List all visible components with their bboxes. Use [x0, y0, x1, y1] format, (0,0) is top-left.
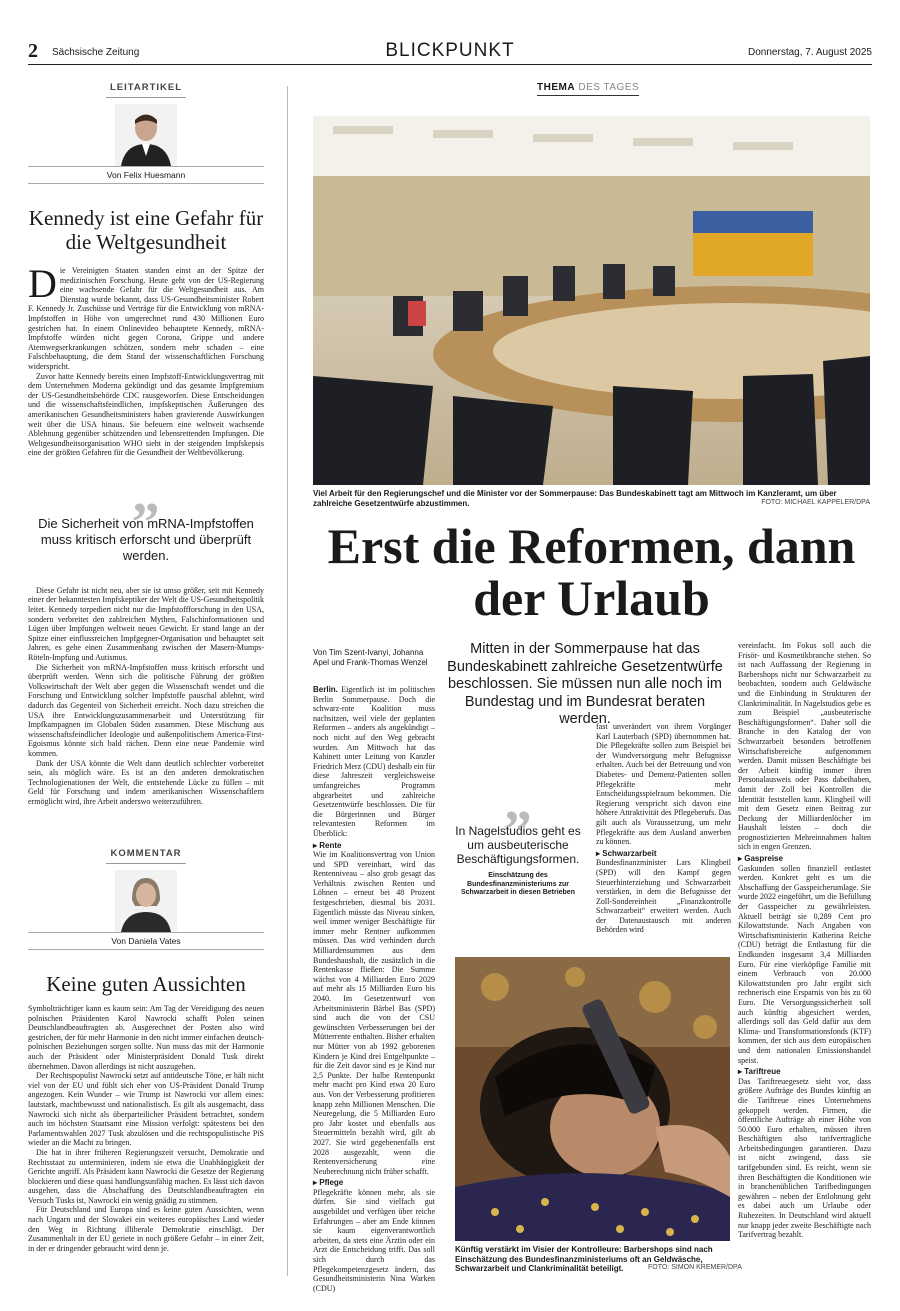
paragraph: Pflegekräfte können mehr, als sie dürfen. Sie sind vielfach gut ausgebildet und verfügen über reiche Erfahrungen – aber am Ende können sie kaum eigenverantwortlich arbeiten, da stets eine Ärztin oder ein Arzt die Entscheidung trifft. Das soll sich durch das Pflegekompetenzgesetz ändern, das Gesundheitsministerin Nina Warken (CDU): [313, 1187, 435, 1293]
paragraph: Der Rechtspopulist Nawrocki setzt auf antideutsche Töne, er hält nicht viel von der EU und fühlt sich eher von US-Präsident Donald Trump angezogen. Kein Wunder – wie Trump ist Nawrocki vor allem eines: lautstark, machtbewusst und nationalistisch. Es gilt als ausgemacht, dass Nawrocki sich nicht als überparteilicher Präsident betrachtet, sondern auch im höchsten Staatsamt eine Mission verfolgt: spätestens bei den Parlamentswahlen 2027 Tusk abzulösen und die rechtspopulistische PiS wieder an die Macht zu bringen.: [28, 1071, 264, 1148]
kommentar-author: Von Daniela Vates: [28, 932, 264, 950]
photo2-credit: FOTO: SIMON KREMER/DPA: [648, 1264, 742, 1271]
thema-kicker-b: DES TAGES: [575, 82, 640, 93]
quote-mark-icon: „: [132, 462, 160, 525]
paragraph: vereinfacht. Im Fokus soll auch die Frisör- und Kosmetikbranche stehen. So ist nach Auffassung der Regierung in Barbershops nicht nur Schwarzarbeit zu beobachten, sondern auch Geldwäsche und die Einbindung in Strukturen der Clankriminalität. In Nagelstudios gebe es zum Beispiel „ausbeuterische Beschäftigungsformen“. Daher soll die Branche in den Katalog der von Schwarzarbeit besonders betroffenen Wirtschaftsbereiche aufgenommen werden. Damit müssen Beschäftigte bei der Arbeit künftig immer ihren Personalausweis oder Pass dabeihaben, damit der Zoll bei Kontrollen die Identität feststellen kann. Klingbeil will mit dem Gesetz einen Beitrag zur Deckung der Milliardenlöcher im Haushalt leisten – doch die prognostizierten Mehreinnahmen halten sich in engen Grenzen.: [738, 641, 871, 852]
photo1-caption: Viel Arbeit für den Regierungschef und die Minister vor der Sommerpause: Das Bundeskabinett tagt am Mittwoch im Kanzleramt, um über zahlreiche Gesetzentwürfe abzustimmen.: [313, 489, 837, 508]
paragraph-text: Eigentlich ist im politischen Berlin Sommerpause. Doch die schwarz-rote Koalition muss nachsitzen, weil viele der geplanten Reformen – anders als angekündigt – noch nicht auf den Weg gebracht wurden. Am Mittwoch hat das Kabinett unter Leitung von Kanzler Friedrich Merz (CDU) deshalb ein für diese Jahreszeit vergleichsweise umfangreiches Programm abgearbeitet und zahlreiche Gesetzentwürfe beschlossen. Die für die Bürgerinnen und Bürger relevantesten Reformen im Überblick:: [313, 685, 435, 838]
thema-kicker: [537, 82, 639, 96]
thema-kicker-a: THEMA: [537, 82, 576, 93]
author-portrait-huesmann: [115, 104, 177, 166]
photo1-credit: FOTO: MICHAEL KAPPELER/DPA: [761, 499, 870, 506]
paragraph: Die hat in ihrer früheren Regierungszeit versucht, Demokratie und Rechtsstaat zu unterminieren, indem sie etwa die Unabhängigkeit der Gerichte angriff. Als Präsident kann Nawrocki die Gesetze der Regierung blockieren und diese quasi handlungsunfähig machen. Es lässt sich davon ausgehen, dass die Abschaffung des Deutschlandbeauftragten ein Versuch Tusks ist, Nawrocki ein wenig gnädig zu stimmen.: [28, 1147, 264, 1205]
subhead-rente: ▸ Rente: [313, 841, 435, 851]
cabinet-meeting-photo: [313, 116, 870, 485]
leitartikel-quote: Die Sicherheit von mRNA-Impfstoffen muss kritisch erforscht und überprüft werden.: [38, 515, 254, 563]
barbershop-photo: [455, 957, 730, 1241]
article-byline: Von Tim Szent-Ivanyi, Johanna Apel und Frank-Thomas Wenzel: [313, 648, 428, 667]
article-column-2: [596, 722, 731, 935]
kommentar: [28, 848, 264, 1253]
header-rule: [28, 64, 872, 65]
photo2-caption: Künftig verstärkt im Visier der Kontrolleure: Barbershops sind nach Einschätzung des Bundesfinanzministeriums oft an Geldwäsche, Schwarzarbeit und Clankriminalität beteiligt.: [455, 1245, 713, 1273]
article-column-1: [313, 685, 435, 1293]
paragraph: Für Deutschland und Europa sind es keine guten Aussichten, wenn nach Ungarn und der Slowakei ein weiteres europäisches Land wieder den Weg in Richtung illiberale Demokratie einschlägt. Der Zusammenhalt in der EU geriete in noch größere Gefahr – in einer Zeit, in der er dringender gebraucht wird denn je.: [28, 1205, 264, 1253]
section-title: BLICKPUNKT: [385, 40, 515, 61]
paragraph: Wie im Koalitionsvertrag von Union und SPD vereinbart, wird das Rentenniveau – also grob gesagt das Verhältnis zwischen Renten und Löhnen – erneut bei 48 Prozent festgeschrieben, diesmal bis 2031. Eigentlich müsste das Niveau sinken, weil immer weniger Beschäftigte für immer mehr Rentner aufkommen müssen. Das wird verhindert durch Milliardensummen aus dem Bundeshaushalt, die zusätzlich in die Rentenkasse fließen: Die Summe wächst von 4 Milliarden Euro 2029 auf mehr als 15 Milliarden Euro bis 2040. Im Gesetzentwurf von Arbeitsministerin Bärbel Bas (SPD) sind auch die von der CSU gewünschten Verbesserungen bei der Mütterrente enthalten. Bisher erhalten nur Mütter von ab 1992 geborenen Kindern je Kind drei Entgeltpunkte – für die Zeit davor sind es je Kind nur 2,5 Punkte. Der halbe Rentenpunkt mehr macht pro Kind etwa 20 Euro aus. Von der Verbesserung profitieren knapp zehn Millionen Menschen. Die Neuregelung, die 5 Milliarden Euro pro Jahr kostet und ebenfalls aus Steuermitteln bezahlt wird, gilt ab 2027. Sie wird gegebenenfalls erst 2028 ausgezahlt, wenn die Rentenversicherung eine Neuberechnung nicht früher schafft.: [313, 850, 435, 1176]
paragraph: fast unverändert von ihrem Vorgänger Karl Lauterbach (SPD) übernommen hat. Die Pflegekräfte sollen zum Beispiel bei der Wundversorgung mehr Befugnisse erhalten. Auch bei der Betreuung und von Diabetes- und Demenz-Patienten sollen Pflegekräfte mehr Entscheidungsspielraum bekommen. Die Regierung verspricht sich davon eine höhere Attraktivität des Pflegeberufs. Das gilt auch als Voraussetzung, um mehr Pflegekräfte aus dem Ausland anwerben zu können.: [596, 722, 731, 847]
kommentar-title: Keine guten Aussichten: [46, 972, 246, 996]
subhead-schwarzarbeit: ▸ Schwarzarbeit: [596, 849, 731, 859]
leitartikel: [28, 82, 264, 807]
author-portrait-vates: [115, 870, 177, 932]
paragraph: Diese Gefahr ist nicht neu, aber sie ist umso größer, seit mit Kennedy einer der bekanntesten Impfskeptiker der Welt die US-Gesundheitspolitik leitet. Kennedy torpediert nicht nur die Impfstoffforschung in den USA, sondern verbreitet den zahlreichen Mythen, Falschinformationen und Lügen über Impfungen weltweit neues Gewicht. Er stand lange an der Spitze einer einflussreichen Impfgegner-Organisation und behauptet seit Jahren, es gebe einen Zusammenhang zwischen der Masern-Mumps-Röteln-Impfung und Autismus.: [28, 585, 264, 663]
paragraph: ie Vereinigten Staaten standen einst an der Spitze der medizinischen Forschung. Heute geht von der US-Regierung eine wachsende Gefahr für die Weltgesundheit aus. Am Dienstag wurde bekannt, dass US-Gesundheitsminister Robert F. Kennedy Jr. Zuschüsse und Verträge für die Entwicklung von mRNA-Impfstoffen in Höhe von umgerechnet rund 430 Millionen Euro gestrichen hat. In einem Onlinevideo behauptete Kennedy, mRNA-Impfstoffe würden nicht gegen Corona, Grippe und andere Atemwegserkrankungen schützen, sondern mehr schaden – eine Falschbehauptung, die dem Stand der wissenschaftlichen Forschung widerspricht.: [28, 266, 264, 371]
column-divider: [287, 86, 288, 1276]
article-column-3: [738, 641, 871, 1240]
subhead-pflege: ▸ Pflege: [313, 1178, 435, 1188]
paragraph: [313, 685, 435, 839]
kommentar-body: [28, 1004, 264, 1253]
paragraph: Dank der USA könnte die Welt dann deutlich schlechter vorbereitet sein, als möglich wäre. Es ist an den anderen demokratischen Technologienationen der Welt, die entstehende Lücke zu füllen – mit Geld für Forschung und indem amerikanischen Wissenschaftlern ermöglicht wird, ihre Arbeit anderswo weiterzuführen.: [28, 758, 264, 806]
leitartikel-kicker: LEITARTIKEL: [106, 82, 186, 98]
paragraph: Zuvor hatte Kennedy bereits einen Impfstoff-Entwicklungsvertrag mit dem Unternehmen Moderna gekündigt und das gesamte Impfgremium der US-Gesundheitsbehörde CDC rausgeworfen. Diese Entscheidungen und die wissenschaftsfeindlichen, impfskeptischen Äußerungen des amerikanischen Gesundheitsministers haben gravierende Auswirkungen weit über die USA hinaus. Sie befeuern eine weltweit wachsende Ablehnung gegenüber schützenden und lebensrettenden Impfungen. Die Weltgesundheitsorganisation WHO sieht in der steigenden Impfskepsis eine der größten Gefahren für die Gesundheit der Weltbevölkerung.: [28, 371, 264, 458]
quote-mark-icon: „: [504, 771, 532, 833]
paragraph: Das Tariftreuegesetz sieht vor, dass größere Aufträge des Bundes künftig an die Tariftreue eines Unternehmens gekoppelt werden. Firmen, die öffentliche Aufträge ab einer Höhe von 50.000 Euro erhalten, müssen ihren Beschäftigten also tarifvertragliche Arbeitsbedingungen garantieren. Dazu ist nicht zwingend, dass sie tarifgebunden sind. Es reicht, wenn sie ihren Beschäftigten die Konditionen wie in branchenüblichen Tarifbedingungen gewähren – neben der Entlohnung geht es dabei auch um Urlaube oder Ruhezeiten. In Deutschland wird aktuell nur knapp jeder zweite Beschäftigte nach Tarifvertrag bezahlt.: [738, 1076, 871, 1240]
pull-quote-text: In Nagelstudios geht es um ausbeuterische Beschäftigungsformen.: [455, 824, 581, 866]
dropcap: D: [28, 261, 57, 306]
page-number: 2: [28, 40, 38, 62]
leitartikel-body-a: [28, 261, 264, 458]
paragraph: Symbolträchtiger kann es kaum sein: Am Tag der Vereidigung des neuen polnischen Präsidenten Karol Nawrocki schafft Polen seinen Deutschlandbeauftragten ab. Ausgerechnet der Posten also wird gestrichen, der für mehr Harmonie in den nicht immer einfachen deutsch-polnischen Beziehungen sorgen sollte. Nun muss das mit der Harmonie auch der Präsident oder Ministerpräsident Donald Tusk direkt übernehmen. Davon allerdings ist nicht auszugehen.: [28, 1004, 264, 1071]
issue-date: Donnerstag, 7. August 2025: [748, 47, 872, 58]
dateline: Berlin.: [313, 685, 338, 694]
article-headline: Erst die Reformen, dann der Urlaub: [327, 518, 856, 626]
paragraph: Die Sicherheit von mRNA-Impfstoffen muss kritisch erforscht und überprüft werden. Wenn sich die politische Führung der größten Volkswirtschaft der Welt aber gegen die Wissenschaft wendet und die Forschung und Entwicklung solcher Impfstoffe pauschal ablehnt, wird dadurch das Gegenteil von Sicherheit erreicht. Noch dazu streichen die USA ihre Entwicklungszusammenarbeit und Unterstützung für Impfkampagnen im Globalen Süden zusammen. Diese Mischung aus wissenschaftsfeindlicher Ideologie und außenpolitischem America-First-Egoismus könnte sich bald rächen. Denn eine neue Pandemie wird kommen.: [28, 662, 264, 758]
pull-quote-source: Einschätzung des Bundesfinanzministeriums zur Schwarzarbeit in diesen Betrieben: [461, 872, 575, 896]
subhead-tariftreue: ▸ Tariftreue: [738, 1067, 871, 1077]
newspaper-name: Sächsische Zeitung: [52, 47, 140, 58]
paragraph: Gaskunden sollen finanziell entlastet werden. Konkret geht es um die Abschaffung der Gasspeicherumlage. Sie wurde 2022 eingeführt, um die Befüllung der Gasspeicher zu gewährleisten. Aktuell beträgt sie 0,289 Cent pro Kilowattstunde. Nach Angaben von Wirtschaftsministerin Katherina Reiche (CDU) beträgt die Entlastung für die Endkunden insgesamt 3,4 Milliarden Euro. Für eine vierköpfige Familie mit einem Verbrauch von 20.000 Kilowattstunden pro Jahr ergibt sich rechnerisch eine Ersparnis von bis zu 60 Euro. Die Versorgungssicherheit soll auch künftig abgesichert werden, allerdings soll das Geld dafür aus dem Klima- und Transformationsfonds (KTF) kommen, der sich aus dem europäischen und dem nationalen Emissionshandel speist.: [738, 863, 871, 1065]
kommentar-kicker: KOMMENTAR: [106, 848, 186, 864]
leitartikel-body-b: [28, 586, 264, 807]
subhead-gaspreise: ▸ Gaspreise: [738, 854, 871, 864]
paragraph: Bundesfinanzminister Lars Klingbeil (SPD) will den Kampf gegen Steuerhinterziehung und Schwarzarbeit verstärken, in dem die Befugnisse der Zoll-Sondereinheit „Finanzkontrolle Schwarzarbeit“ erweitert werden. Auch der Datenaustausch mit anderen Behörden wird: [596, 858, 731, 935]
article-teaser: Mitten in der Sommerpause hat das Bundeskabinett zahlreiche Gesetzentwürfe beschlossen. Sie müssen nun alle noch im Bundestag und im Bundesrat beraten werden.: [447, 641, 723, 727]
leitartikel-author: Von Felix Huesmann: [28, 166, 264, 184]
leitartikel-title: Kennedy ist eine Gefahr für die Weltgesundheit: [28, 206, 264, 254]
pull-quote: [447, 771, 589, 898]
